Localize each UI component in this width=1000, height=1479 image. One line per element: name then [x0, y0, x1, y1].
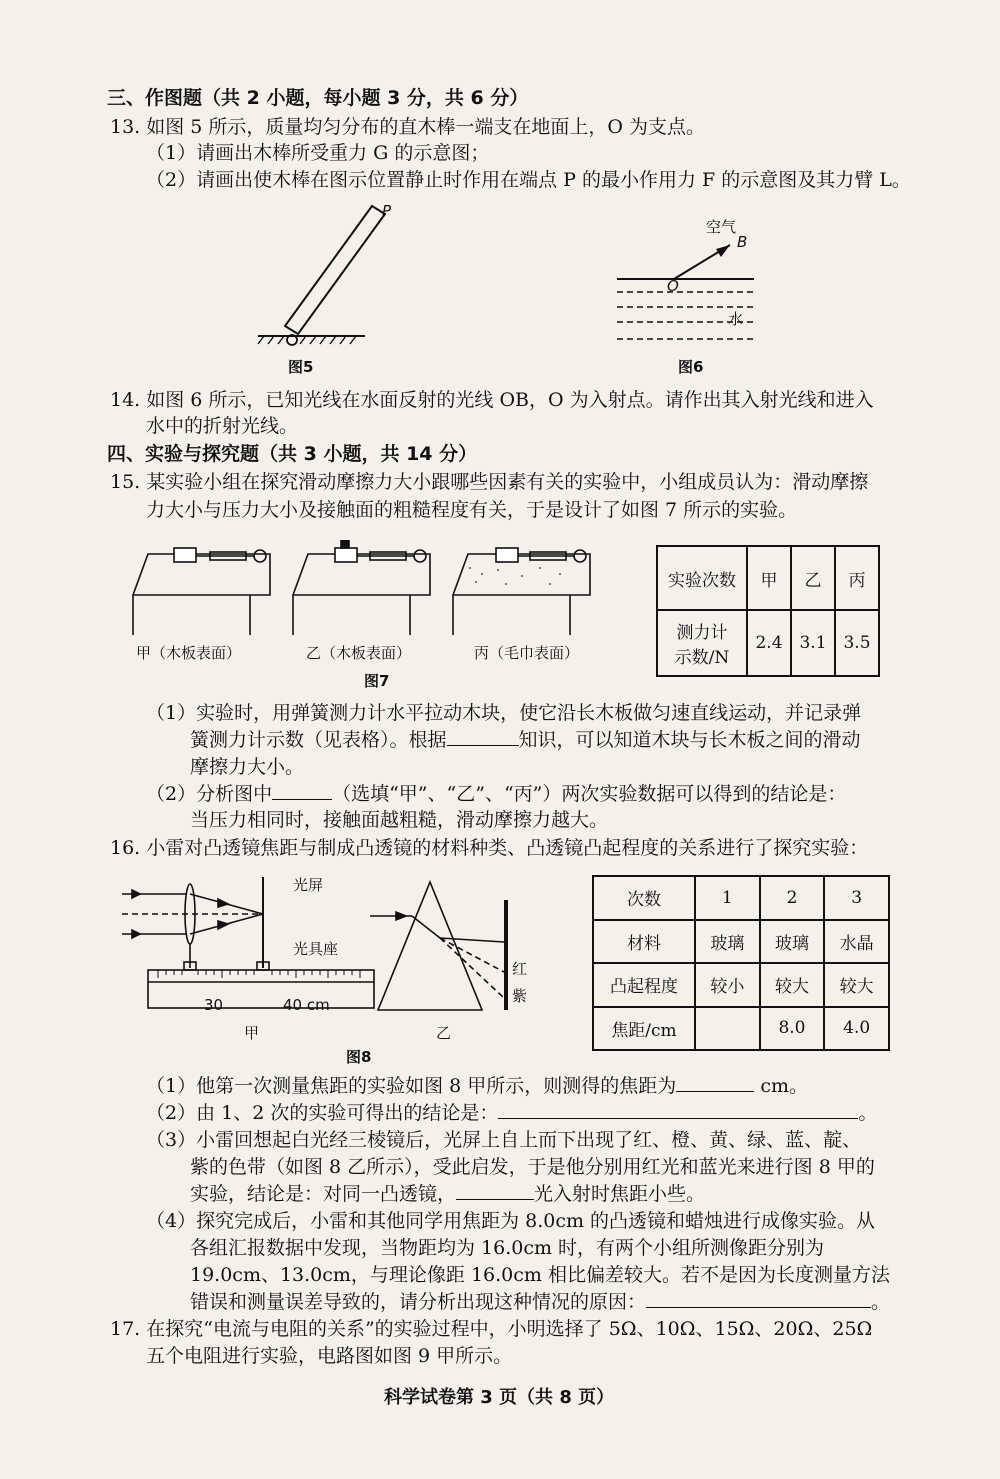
q17-line1: 17. 在探究“电流与电阻的关系”的实验过程中，小明选择了 5Ω、10Ω、15Ω、20Ω、25Ω	[110, 1318, 873, 1340]
figure6-label-air: 空气	[706, 218, 737, 236]
answer-blank[interactable]	[456, 1181, 534, 1200]
figure8-label-purple: 紫	[512, 987, 528, 1005]
q16-part1: （1）他第一次测量焦距的实验如图 8 甲所示，则测得的焦距为 cm。	[146, 1075, 808, 1097]
figure5-label-p: P	[382, 202, 392, 220]
q14-line2: 水中的折射光线。	[146, 415, 299, 437]
table-cell: 3	[824, 876, 889, 920]
table-cell-answer	[695, 1007, 760, 1051]
q15-part2-line2: 当压力相同时，接触面越粗糙，滑动摩擦力越大。	[190, 809, 609, 831]
q15-part1-line3: 摩擦力大小。	[190, 756, 305, 778]
page-footer: 科学试卷第 3 页（共 8 页）	[384, 1387, 615, 1408]
figure7-label-yi: 乙（木板表面）	[306, 644, 412, 662]
q15-part1-line2: 簧测力计示数（见表格）。根据 知识，可以知道木块与长木板之间的滑动	[190, 729, 861, 751]
figure8-label-30: 30	[204, 996, 224, 1014]
q16-part4-line4: 错误和测量误差导致的，请分析出现这种情况的原因： 。	[190, 1291, 891, 1313]
figure6-label-b: B	[737, 233, 748, 251]
figure6-label-water: 水	[728, 310, 744, 328]
section3-title: 三、作图题（共 2 小题，每小题 3 分，共 6 分）	[107, 87, 529, 109]
figure5-stick-diagram	[250, 198, 400, 358]
q13-part2: （2）请画出使木棒在图示位置静止时作用在端点 P 的最小作用力 F 的示意图及其力臂 L。	[146, 169, 911, 191]
section4-title: 四、实验与探究题（共 3 小题，共 14 分）	[107, 443, 478, 465]
figure7-friction-setups	[130, 540, 630, 640]
answer-blank[interactable]	[676, 1073, 754, 1092]
table-header-cell: 丙	[835, 546, 879, 610]
table-cell: 1	[695, 876, 760, 920]
answer-blank[interactable]	[498, 1100, 858, 1119]
q16-part4-line1: （4）探究完成后，小雷和其他同学用焦距为 8.0cm 的凸透镜和蜡烛进行成像实验。从	[146, 1210, 876, 1232]
q15-data-table	[656, 545, 880, 677]
table-cell: 玻璃	[760, 920, 825, 964]
figure7-label-bing: 丙（毛巾表面）	[474, 644, 580, 662]
q15-part1-line1: （1）实验时，用弹簧测力计水平拉动木块，使它沿长木板做匀速直线运动，并记录弹	[146, 702, 862, 724]
figure8-prism	[370, 880, 530, 1020]
answer-blank[interactable]	[272, 781, 332, 800]
q14-line1: 14. 如图 6 所示，已知光线在水面反射的光线 OB，O 为入射点。请作出其入射光线和进入	[110, 389, 874, 411]
q13-part1: （1）请画出木棒所受重力 G 的示意图；	[146, 142, 490, 164]
table-cell: 较大	[824, 963, 889, 1007]
table-cell: 8.0	[760, 1007, 825, 1051]
figure8-caption: 图8	[346, 1048, 372, 1066]
table-cell: 2.4	[747, 610, 791, 676]
q16-part3-line1: （3）小雷回想起白光经三棱镜后，光屏上自上而下出现了红、橙、黄、绿、蓝、靛、	[146, 1129, 862, 1151]
q16-part2: （2）由 1、2 次的实验可得出的结论是： 。	[146, 1102, 878, 1124]
figure8-label-screen: 光屏	[293, 876, 324, 894]
q15-part2-line1: （2）分析图中 （选填“甲”、“乙”、“丙”）两次实验数据可以得到的结论是：	[146, 783, 847, 805]
q16-part4-line2: 各组汇报数据中发现，当物距均为 16.0cm 时，有两个小组所测像距分别为	[190, 1237, 825, 1259]
q16-stem: 16. 小雷对凸透镜焦距与制成凸透镜的材料种类、凸透镜凸起程度的关系进行了探究实验：	[110, 837, 869, 859]
figure7-label-jia: 甲（木板表面）	[136, 644, 242, 662]
table-cell: 次数	[593, 876, 695, 920]
q16-part3-line2: 紫的色带（如图 8 乙所示），受此启发，于是他分别用红光和蓝光来进行图 8 甲的	[190, 1156, 875, 1178]
answer-blank[interactable]	[447, 727, 519, 746]
figure5-caption: 图5	[288, 358, 314, 376]
figure7-caption: 图7	[364, 672, 390, 690]
q16-part4-line3: 19.0cm、13.0cm，与理论像距 16.0cm 相比偏差较大。若不是因为长度测量方法	[190, 1264, 890, 1286]
table-row-label: 测力计 示数/N	[657, 610, 747, 676]
table-cell: 焦距/cm	[593, 1007, 695, 1051]
table-cell: 水晶	[824, 920, 889, 964]
table-cell: 较小	[695, 963, 760, 1007]
figure6-label-o: O	[667, 277, 679, 295]
q15-line1: 15. 某实验小组在探究滑动摩擦力大小跟哪些因素有关的实验中，小组成员认为：滑动摩擦	[110, 471, 869, 493]
q17-line2: 五个电阻进行实验，电路图如图 9 甲所示。	[146, 1345, 513, 1367]
table-header-cell: 乙	[791, 546, 835, 610]
table-cell: 2	[760, 876, 825, 920]
answer-blank[interactable]	[646, 1289, 871, 1308]
q16-data-table	[592, 875, 890, 1051]
table-cell: 4.0	[824, 1007, 889, 1051]
figure8-label-jia: 甲	[244, 1024, 260, 1042]
table-cell: 较大	[760, 963, 825, 1007]
table-header-cell: 甲	[747, 546, 791, 610]
table-cell: 3.5	[835, 610, 879, 676]
table-cell: 玻璃	[695, 920, 760, 964]
figure8-optical-bench	[118, 872, 378, 1020]
table-cell: 材料	[593, 920, 695, 964]
q15-line2: 力大小与压力大小及接触面的粗糙程度有关，于是设计了如图 7 所示的实验。	[146, 499, 798, 521]
figure6-caption: 图6	[678, 358, 704, 376]
q13-stem: 13. 如图 5 所示，质量均匀分布的直木棒一端支在地面上，O 为支点。	[110, 116, 706, 138]
figure8-label-bench: 光具座	[293, 940, 339, 958]
figure8-label-yi: 乙	[436, 1024, 452, 1042]
figure8-label-red: 红	[512, 960, 528, 978]
table-header-cell: 实验次数	[657, 546, 747, 610]
q16-part3-line3: 实验，结论是：对同一凸透镜， 光入射时焦距小些。	[190, 1183, 706, 1205]
table-cell: 3.1	[791, 610, 835, 676]
figure8-label-40cm: 40 cm	[283, 996, 330, 1014]
table-cell: 凸起程度	[593, 963, 695, 1007]
